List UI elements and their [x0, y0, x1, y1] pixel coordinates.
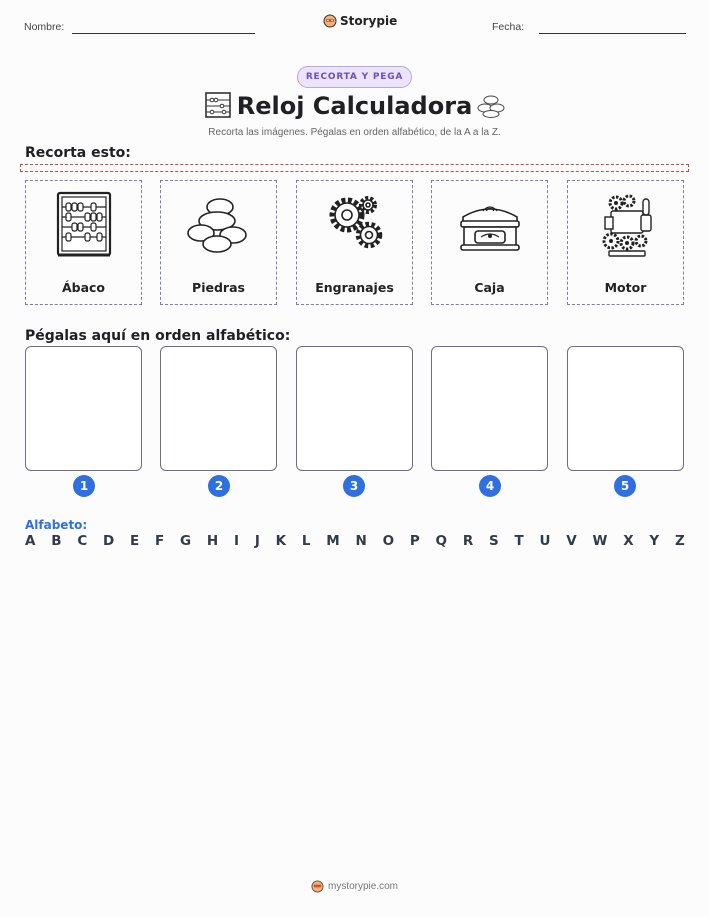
alphabet-letter: B — [51, 533, 62, 549]
name-label: Nombre: — [24, 21, 65, 33]
paste-slot-1[interactable] — [25, 346, 142, 471]
brand-name: Storypie — [340, 14, 398, 28]
alphabet-heading: Alfabeto: — [25, 518, 88, 532]
instructions: Recorta las imágenes. Pégalas en orden alfabético, de la A a la Z. — [208, 127, 501, 138]
alphabet-letter: Y — [649, 533, 660, 549]
paste-slot-5[interactable] — [567, 346, 684, 471]
alphabet-letter: Z — [674, 533, 685, 549]
storypie-mascot-icon — [323, 14, 337, 28]
activity-badge: RECORTA Y PEGA — [297, 66, 412, 88]
alphabet-letter: V — [566, 533, 577, 549]
paste-slot-2[interactable] — [160, 346, 277, 471]
alphabet-letter: M — [326, 533, 340, 549]
alphabet-letter: E — [130, 533, 140, 549]
cut-card-caja[interactable] — [431, 180, 548, 305]
gears-icon — [320, 189, 390, 259]
alphabet-letter: I — [234, 533, 240, 549]
box-icon — [455, 189, 525, 259]
alphabet-letter: G — [180, 533, 192, 549]
footer — [0, 880, 709, 893]
slot-number: 5 — [614, 475, 636, 497]
stones-icon — [184, 189, 254, 259]
alphabet-letter: J — [254, 533, 260, 549]
alphabet-letter: K — [275, 533, 287, 549]
cut-card-piedras[interactable] — [160, 180, 277, 305]
storypie-mascot-icon — [311, 880, 324, 893]
alphabet-letter: F — [155, 533, 165, 549]
motor-icon — [591, 189, 661, 261]
cut-line — [20, 164, 689, 172]
date-line[interactable] — [539, 33, 686, 34]
alphabet-letter: N — [355, 533, 367, 549]
alphabet-letter: C — [77, 533, 88, 549]
alphabet-letter: Q — [435, 533, 448, 549]
page-title: Reloj Calculadora — [236, 92, 473, 120]
card-label: Caja — [474, 280, 505, 295]
alphabet-letter: P — [409, 533, 420, 549]
alphabet-letter: W — [592, 533, 608, 549]
footer-url[interactable]: mystorypie.com — [327, 881, 398, 892]
brand-logo — [323, 14, 397, 28]
cut-heading: Recorta esto: — [25, 145, 131, 161]
alphabet-letter: H — [206, 533, 219, 549]
cut-card-motor[interactable] — [567, 180, 684, 305]
alphabet-letter: L — [301, 533, 311, 549]
name-line[interactable] — [72, 33, 255, 34]
alphabet-letter: D — [103, 533, 115, 549]
date-label: Fecha: — [492, 21, 525, 33]
stones-icon — [476, 93, 506, 119]
card-label: Engranajes — [315, 280, 394, 295]
card-label: Motor — [604, 280, 647, 295]
card-label: Piedras — [192, 280, 245, 295]
slot-number: 4 — [479, 475, 501, 497]
alphabet-row — [25, 533, 685, 549]
alphabet-letter: S — [489, 533, 499, 549]
alphabet-letter: X — [623, 533, 634, 549]
alphabet-letter: A — [25, 533, 36, 549]
paste-slot-3[interactable] — [296, 346, 413, 471]
slot-number: 1 — [73, 475, 95, 497]
slot-number: 3 — [343, 475, 365, 497]
cut-card-abaco[interactable] — [25, 180, 142, 305]
alphabet-letter: O — [382, 533, 395, 549]
alphabet-letter: T — [514, 533, 524, 549]
slot-number: 2 — [208, 475, 230, 497]
paste-heading: Pégalas aquí en orden alfabético: — [25, 328, 291, 344]
alphabet-letter: U — [539, 533, 551, 549]
card-label: Ábaco — [61, 280, 106, 295]
abacus-icon — [49, 189, 119, 261]
alphabet-letter: R — [462, 533, 474, 549]
paste-slot-4[interactable] — [431, 346, 548, 471]
cut-card-engranajes[interactable] — [296, 180, 413, 305]
